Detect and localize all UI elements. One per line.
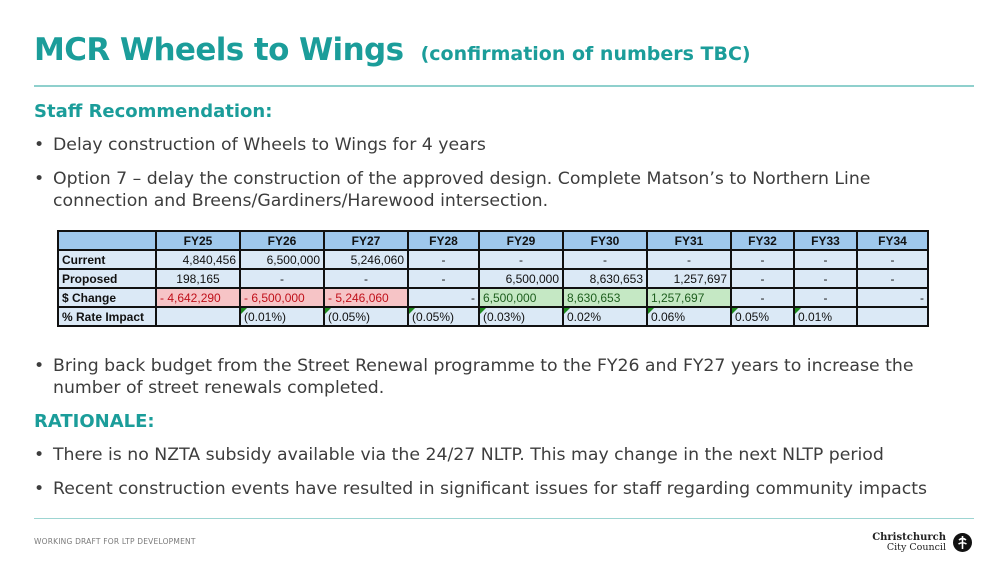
table-cell: 198,165 — [156, 269, 240, 288]
table-row — [58, 269, 928, 288]
council-emblem-icon — [953, 533, 972, 552]
rate-value: 0.01% — [798, 309, 833, 324]
table-header-cell: FY25 — [156, 231, 240, 250]
logo-line2: City Council — [886, 542, 946, 553]
bullet-text: There is no NZTA subsidy available via the 24/27 NLTP. This may change in the next NLTP period — [53, 445, 884, 465]
table-cell: - — [731, 269, 794, 288]
table-cell: 6,500,000 — [479, 269, 563, 288]
table-header-cell: FY29 — [479, 231, 563, 250]
table-cell: - — [731, 250, 794, 269]
table-header-cell: FY32 — [731, 231, 794, 250]
table-cell-negative: - 4,642,290 — [156, 288, 240, 307]
staff-recommendation-heading: Staff Recommendation: — [34, 101, 273, 122]
table-header-cell: FY33 — [794, 231, 857, 250]
rate-value: (0.03%) — [483, 309, 526, 324]
table-cell: - — [240, 269, 324, 288]
table-cell: - — [731, 288, 794, 307]
logo-text — [872, 533, 946, 553]
title-divider — [34, 85, 974, 87]
bullet-dot-icon: • — [34, 445, 45, 465]
bullet-text: Recent construction events have resulted in significant issues for staff regarding community impacts — [53, 479, 927, 499]
table-cell: - — [408, 250, 479, 269]
table-cell — [563, 307, 647, 326]
table-row — [58, 288, 928, 307]
bullet-text: Delay construction of Wheels to Wings for 4 years — [53, 135, 486, 155]
comment-flag-icon — [480, 308, 486, 314]
table-cell — [857, 307, 928, 326]
table-row — [58, 307, 928, 326]
bullet-dot-icon: • — [34, 135, 45, 155]
funding-table — [57, 230, 929, 327]
table-cell: - — [479, 250, 563, 269]
comment-flag-icon — [732, 308, 738, 314]
comment-flag-icon — [325, 308, 331, 314]
comment-flag-icon — [409, 308, 415, 314]
table-header-cell: FY34 — [857, 231, 928, 250]
rate-value: (0.05%) — [328, 309, 371, 324]
table-cell — [794, 307, 857, 326]
table-cell: - — [794, 269, 857, 288]
table-cell: 8,630,653 — [563, 269, 647, 288]
table-cell: - — [857, 269, 928, 288]
table-cell-positive: 8,630,653 — [563, 288, 647, 307]
table-header-cell: FY31 — [647, 231, 731, 250]
comment-flag-icon — [795, 308, 801, 314]
table-cell — [479, 307, 563, 326]
table-cell-negative: - 5,246,060 — [324, 288, 408, 307]
table-header-cell — [58, 231, 156, 250]
row-label: Current — [58, 250, 156, 269]
rate-value: 0.02% — [567, 309, 602, 324]
comment-flag-icon — [648, 308, 654, 314]
table-cell — [731, 307, 794, 326]
table-cell — [240, 307, 324, 326]
table-row — [58, 250, 928, 269]
row-label: $ Change — [58, 288, 156, 307]
bullet-text: Option 7 – delay the construction of the approved design. Complete Matson’s to Northern Line — [53, 169, 871, 189]
bullet-text: number of street renewals completed. — [53, 378, 385, 398]
table-cell: - — [794, 288, 857, 307]
table-header-row — [58, 231, 928, 250]
table-cell: - — [408, 269, 479, 288]
table-cell: 1,257,697 — [647, 269, 731, 288]
title-subtitle: (confirmation of numbers TBC) — [420, 43, 751, 65]
rate-value: (0.01%) — [244, 309, 287, 324]
table-cell: - — [857, 288, 928, 307]
rate-value: 0.06% — [651, 309, 686, 324]
table-cell — [408, 307, 479, 326]
table-cell-negative: - 6,500,000 — [240, 288, 324, 307]
slide-title — [34, 32, 751, 68]
table-cell: - — [857, 250, 928, 269]
table-cell — [156, 307, 240, 326]
table-cell: - — [647, 250, 731, 269]
table-header-cell: FY28 — [408, 231, 479, 250]
bullet-dot-icon: • — [34, 479, 45, 499]
draft-label: WORKING DRAFT FOR LTP DEVELOPMENT — [34, 537, 196, 546]
table-cell-positive: 6,500,000 — [479, 288, 563, 307]
table-cell: - — [324, 269, 408, 288]
council-logo — [872, 532, 976, 556]
table-header-cell: FY27 — [324, 231, 408, 250]
table-cell: - — [794, 250, 857, 269]
table-cell: 5,246,060 — [324, 250, 408, 269]
table-cell — [647, 307, 731, 326]
rate-value: (0.05%) — [412, 309, 455, 324]
rate-value: 0.05% — [735, 309, 770, 324]
table-cell: 4,840,456 — [156, 250, 240, 269]
table-cell-positive: 1,257,697 — [647, 288, 731, 307]
rationale-heading: RATIONALE: — [34, 411, 155, 432]
comment-flag-icon — [564, 308, 570, 314]
table-cell: - — [563, 250, 647, 269]
logo-line1: Christchurch — [872, 532, 946, 543]
table-cell: - — [408, 288, 479, 307]
bullet-text: Bring back budget from the Street Renewal programme to the FY26 and FY27 years to increase the — [53, 356, 914, 376]
title-main: MCR Wheels to Wings — [34, 32, 404, 68]
table-header-cell: FY26 — [240, 231, 324, 250]
bullet-text: connection and Breens/Gardiners/Harewood intersection. — [53, 191, 549, 211]
comment-flag-icon — [241, 308, 247, 314]
table-cell — [324, 307, 408, 326]
row-label: % Rate Impact — [58, 307, 156, 326]
row-label: Proposed — [58, 269, 156, 288]
bullet-dot-icon: • — [34, 169, 45, 189]
bullet-dot-icon: • — [34, 356, 45, 376]
table-header-cell: FY30 — [563, 231, 647, 250]
footer-divider — [34, 518, 974, 519]
table-cell: 6,500,000 — [240, 250, 324, 269]
